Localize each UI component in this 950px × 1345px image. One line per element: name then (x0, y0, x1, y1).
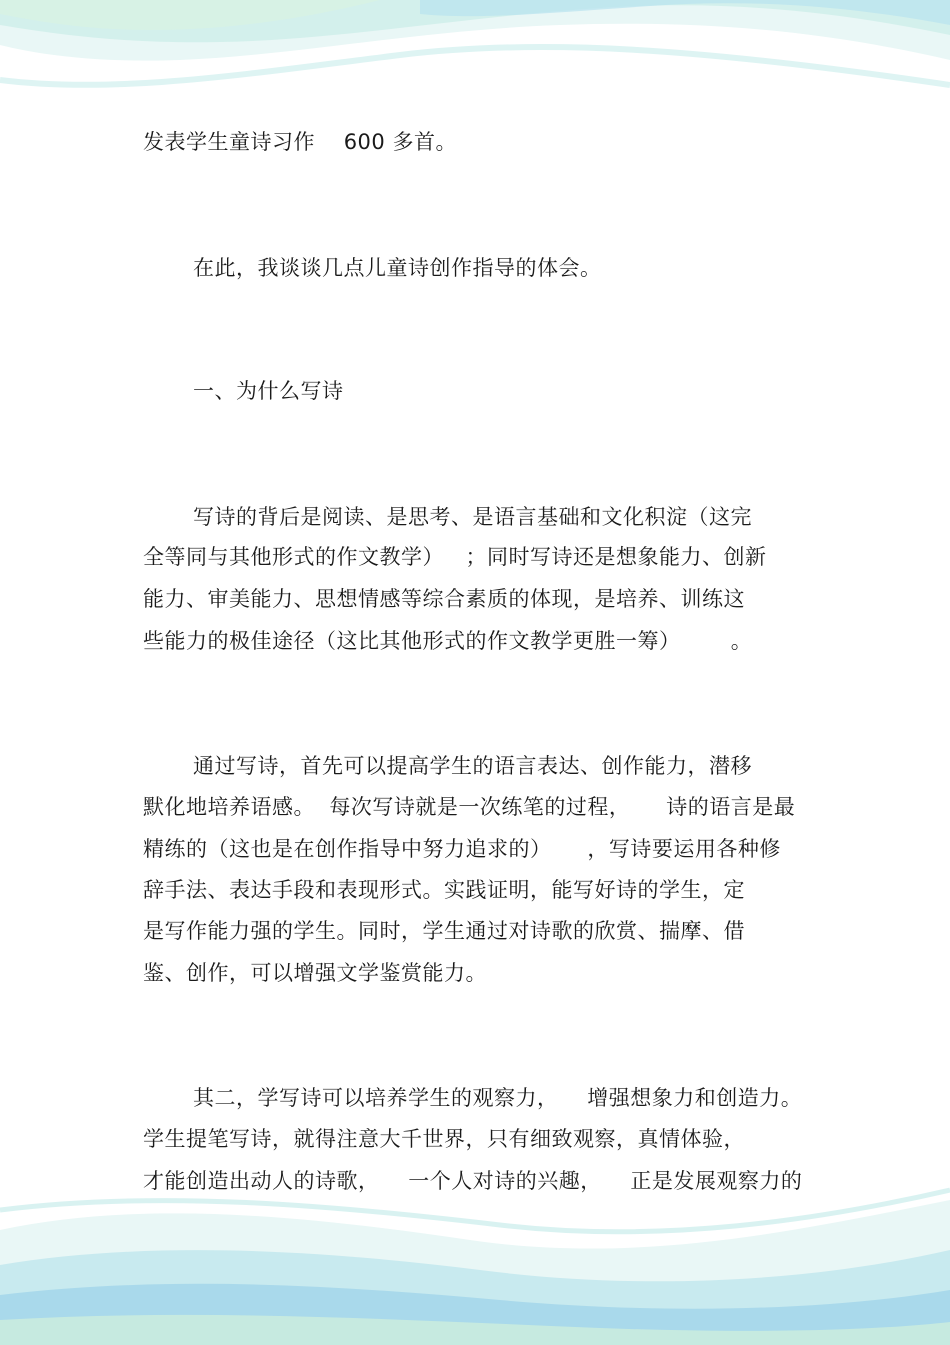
text-line: 精练的（这也是在创作指导中努力追求的） ，写诗要运用各种修 (143, 837, 781, 861)
text-line: 其二，学写诗可以培养学生的观察力， 增强想象力和创造力。 (193, 1086, 803, 1110)
text-line: 辞手法、表达手段和表现形式。实践证明，能写好诗的学生，定 (143, 878, 745, 902)
text-line: 通过写诗，首先可以提高学生的语言表达、创作能力，潜移 (193, 754, 752, 778)
text-line: 学生提笔写诗，就得注意大千世界，只有细致观察，真情体验， (143, 1127, 745, 1151)
text-line: 在此，我谈谈几点儿童诗创作指导的体会。 (193, 256, 602, 280)
top-wave-decoration (0, 0, 950, 120)
section-heading: 一、为什么写诗 (193, 379, 344, 403)
text-line: 鉴、创作，可以增强文学鉴赏能力。 (143, 961, 487, 985)
text-line: 写诗的背后是阅读、是思考、是语言基础和文化积淀（这完 (193, 505, 752, 529)
text-line: 些能力的极佳途径（这比其他形式的作文教学更胜一筹） 。 (143, 629, 753, 653)
text-line: 默化地培养语感。 每次写诗就是一次练笔的过程， 诗的语言是最 (143, 795, 796, 819)
bottom-wave-decoration (0, 1170, 950, 1345)
text-line: 发表学生童诗习作 600 多首。 (143, 130, 457, 154)
text-line: 才能创造出动人的诗歌， 一个人对诗的兴趣， 正是发展观察力的 (143, 1169, 803, 1193)
text-line: 全等同与其他形式的作文教学） ；同时写诗还是想象能力、创新 (143, 545, 767, 569)
text-line: 是写作能力强的学生。同时，学生通过对诗歌的欣赏、揣摩、借 (143, 919, 745, 943)
text-line: 能力、审美能力、思想情感等综合素质的体现，是培养、训练这 (143, 587, 745, 611)
